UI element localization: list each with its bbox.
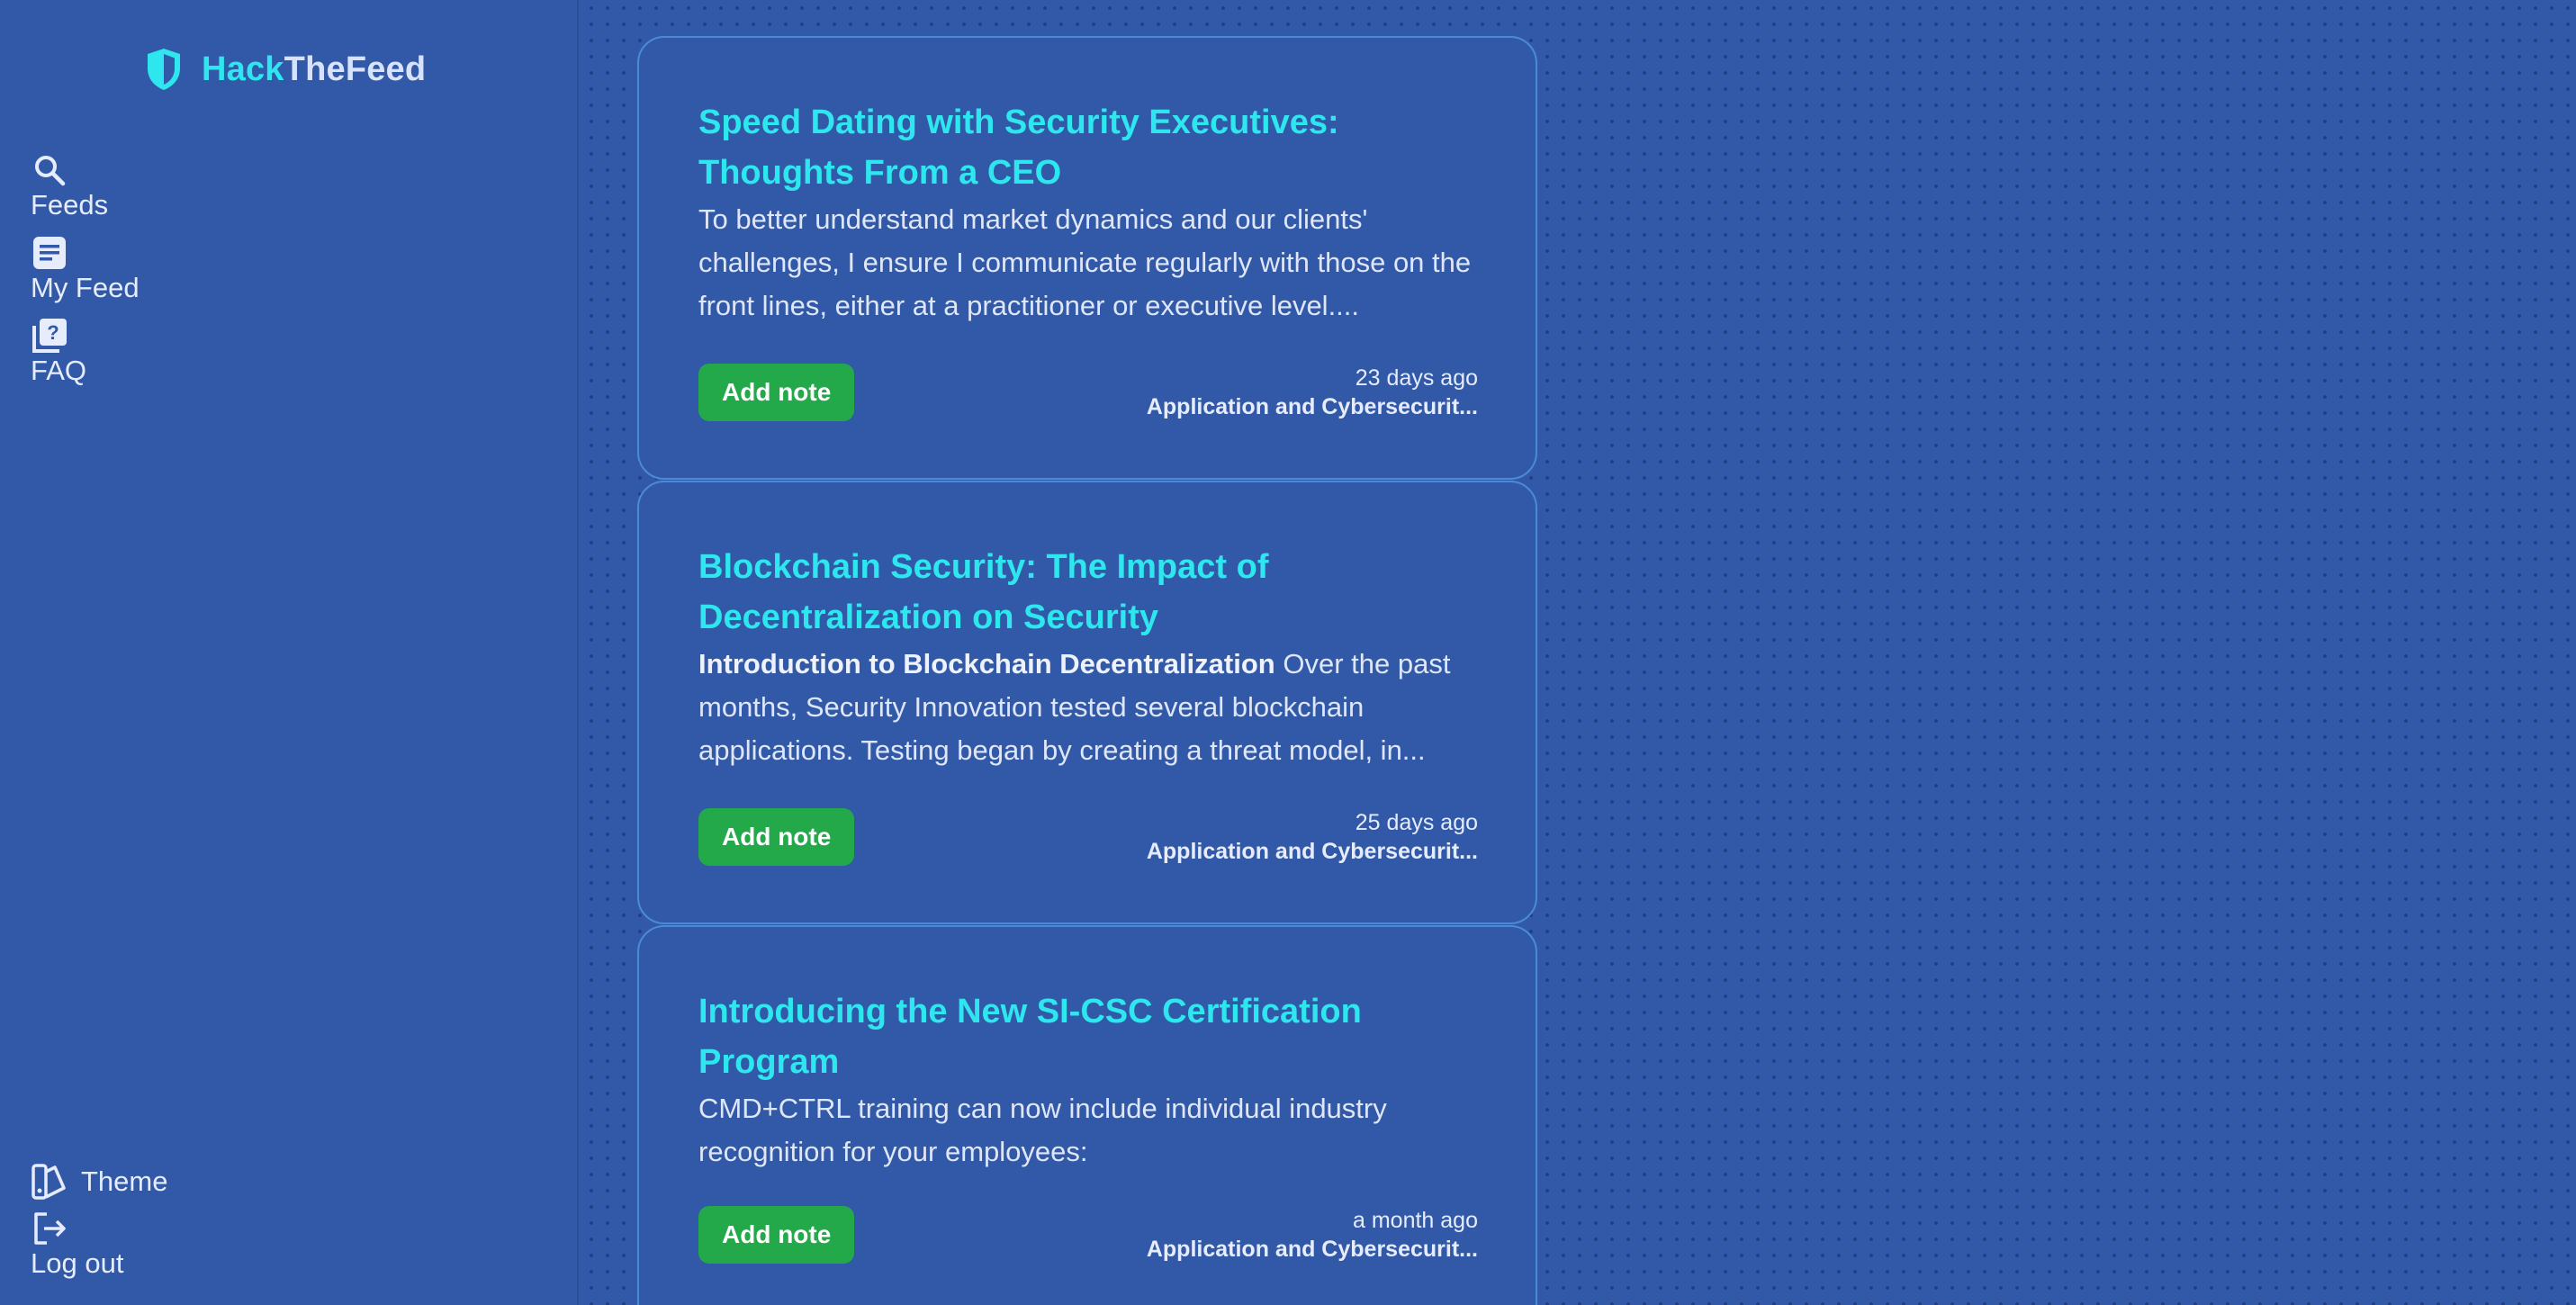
main-nav bbox=[31, 151, 140, 400]
feed-card-description-text: CMD+CTRL training can now include individual industry recognition for your employees: bbox=[698, 1093, 1387, 1167]
feed-card-footer bbox=[698, 1206, 1478, 1264]
feed-card-source: Application and Cybersecurit... bbox=[1146, 1237, 1478, 1262]
add-note-button[interactable]: Add note bbox=[698, 1206, 854, 1264]
feed-card-description bbox=[698, 1087, 1478, 1174]
feed-card-description bbox=[698, 643, 1478, 772]
add-note-button[interactable]: Add note bbox=[698, 808, 854, 866]
add-note-button[interactable]: Add note bbox=[698, 364, 854, 421]
brand-name-part2: TheFeed bbox=[284, 50, 427, 88]
feed-card-description-bold: Introduction to Blockchain Decentralization bbox=[698, 648, 1275, 680]
svg-text:?: ? bbox=[47, 321, 59, 344]
logout-icon bbox=[31, 1210, 68, 1247]
feed-card-footer bbox=[698, 364, 1478, 421]
feed-card bbox=[637, 36, 1537, 480]
feed-card-title[interactable]: Blockchain Security: The Impact of Decentralization on Security bbox=[698, 548, 1269, 636]
feed-card-description bbox=[698, 198, 1478, 328]
feed-card-source: Application and Cybersecurit... bbox=[1146, 839, 1478, 864]
shield-icon bbox=[144, 47, 184, 92]
feed-card-description-text: To better understand market dynamics and our clients' challenges, I ensure I communicate regularly with those on the front lines, either at a practitioner or executive level.... bbox=[698, 203, 1472, 321]
theme-label: Theme bbox=[81, 1166, 168, 1197]
question-book-icon bbox=[31, 317, 68, 355]
feed-card-title[interactable]: Introducing the New SI-CSC Certification Program bbox=[698, 993, 1362, 1081]
brand-name-part1: Hack bbox=[202, 50, 284, 88]
nav-item-faq[interactable] bbox=[31, 317, 140, 387]
feed-card-date: 25 days ago bbox=[1355, 810, 1478, 835]
sidebar bbox=[0, 0, 579, 1305]
feed-card-meta bbox=[1147, 808, 1478, 866]
palette-icon bbox=[31, 1163, 68, 1201]
feed-card-meta bbox=[1147, 364, 1478, 421]
nav-item-my-feed[interactable] bbox=[31, 234, 140, 304]
nav-item-label: My Feed bbox=[31, 272, 140, 303]
brand-name bbox=[202, 50, 426, 89]
search-icon bbox=[31, 151, 68, 189]
feed-card bbox=[637, 925, 1537, 1305]
feed-card bbox=[637, 481, 1537, 924]
feed-card-title[interactable]: Speed Dating with Security Executives: Thoughts From a CEO bbox=[698, 104, 1339, 192]
feed-list bbox=[637, 36, 1537, 1305]
nav-item-label: Feeds bbox=[31, 189, 109, 220]
logout-button[interactable] bbox=[31, 1210, 167, 1280]
feed-card-description-text: Over the past months, Security Innovation tested several blockchain applications. Testing began by creating a threat model, in... bbox=[698, 648, 1451, 766]
feed-card-date: 23 days ago bbox=[1355, 365, 1478, 391]
nav-item-label: FAQ bbox=[31, 355, 87, 386]
feed-card-meta bbox=[1147, 1206, 1478, 1264]
feed-card-source: Application and Cybersecurit... bbox=[1146, 394, 1478, 419]
document-icon bbox=[31, 234, 68, 272]
feed-card-date: a month ago bbox=[1353, 1208, 1478, 1233]
nav-item-feeds[interactable] bbox=[31, 151, 140, 221]
theme-button[interactable] bbox=[31, 1163, 167, 1201]
logout-label: Log out bbox=[31, 1247, 124, 1279]
feed-card-footer bbox=[698, 808, 1478, 866]
brand-logo[interactable] bbox=[144, 47, 426, 92]
bottom-nav bbox=[31, 1163, 167, 1280]
